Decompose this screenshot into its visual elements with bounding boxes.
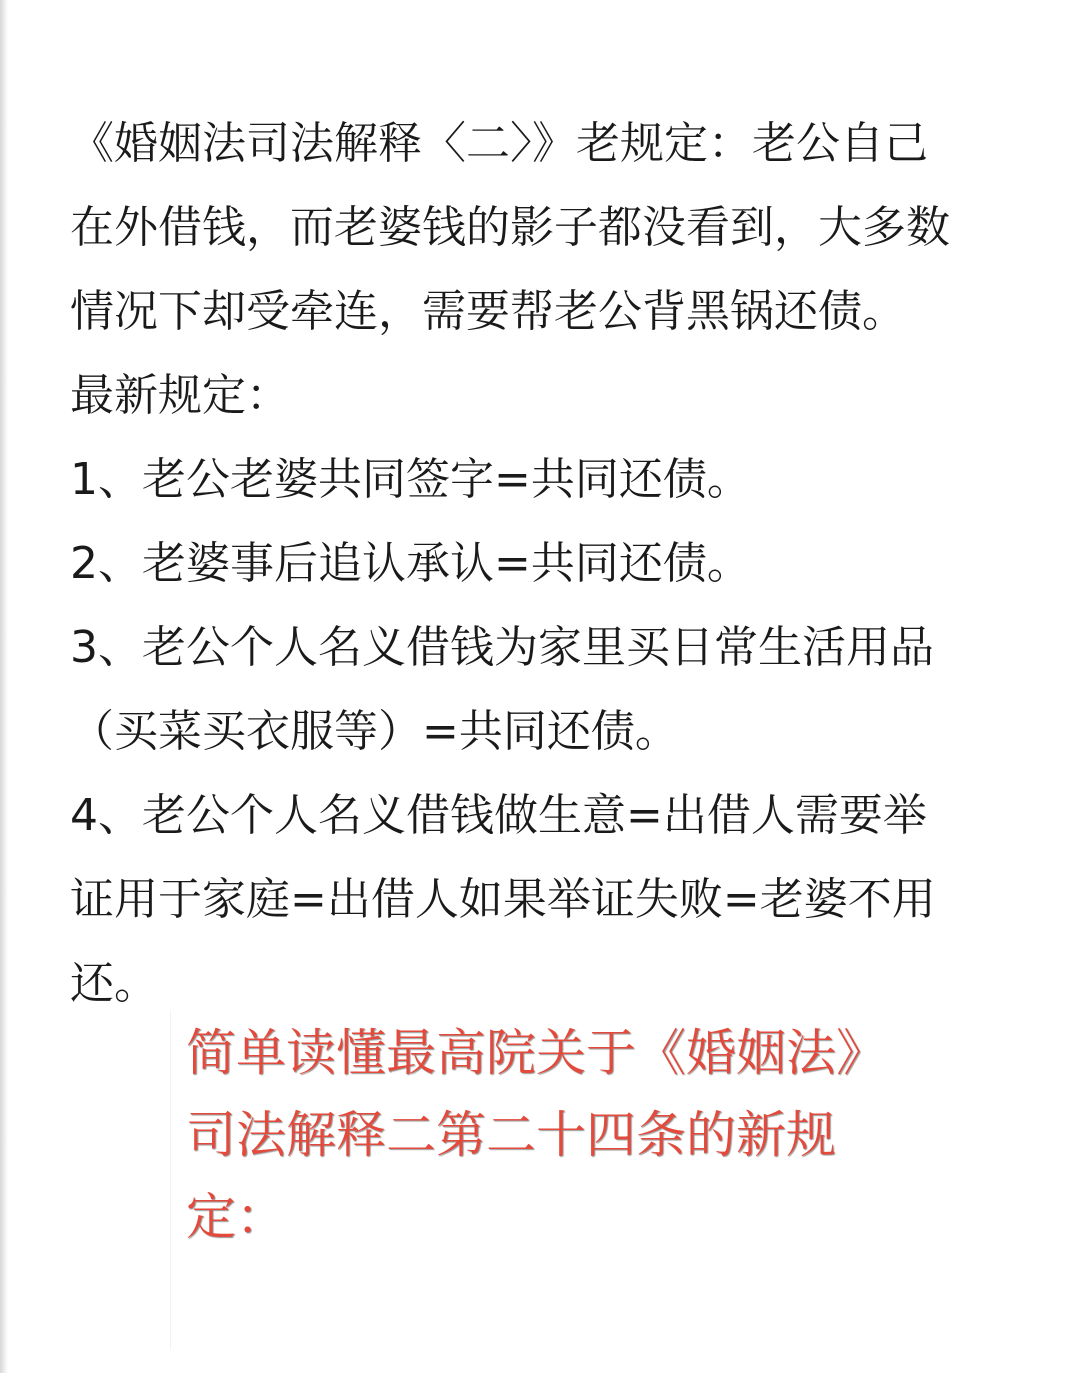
page-edge-shadow: [0, 0, 8, 1373]
faint-divider: [170, 1010, 171, 1350]
rule-item-2: 2、老婆事后追认承认=共同还债。: [70, 538, 751, 589]
new-rule-heading: 最新规定：: [70, 370, 290, 421]
rule-item-4-line-3: 还。: [70, 958, 158, 1009]
rule-item-3-line-1: 3、老公个人名义借钱为家里买日常生活用品: [70, 622, 934, 673]
rule-item-1: 1、老公老婆共同签字=共同还债。: [70, 454, 751, 505]
rule-item-4-line-1: 4、老公个人名义借钱做生意=出借人需要举: [70, 790, 927, 841]
main-paragraph: [70, 102, 1020, 1026]
caption-line-3: 定：: [186, 1188, 286, 1246]
caption-line-2: 司法解释二第二十四条的新规: [186, 1106, 836, 1164]
old-rule-line-1: 《婚姻法司法解释〈二〉》老规定：老公自己: [70, 118, 928, 169]
rule-item-3-line-2: （买菜买衣服等）=共同还债。: [70, 706, 679, 757]
red-caption: [186, 1012, 1006, 1258]
caption-line-1: 简单读懂最高院关于《婚姻法》: [186, 1024, 886, 1082]
rule-item-4-line-2: 证用于家庭=出借人如果举证失败=老婆不用: [70, 874, 936, 925]
old-rule-line-3: 情况下却受牵连，需要帮老公背黑锅还债。: [70, 286, 906, 337]
old-rule-line-2: 在外借钱，而老婆钱的影子都没看到，大多数: [70, 202, 950, 253]
